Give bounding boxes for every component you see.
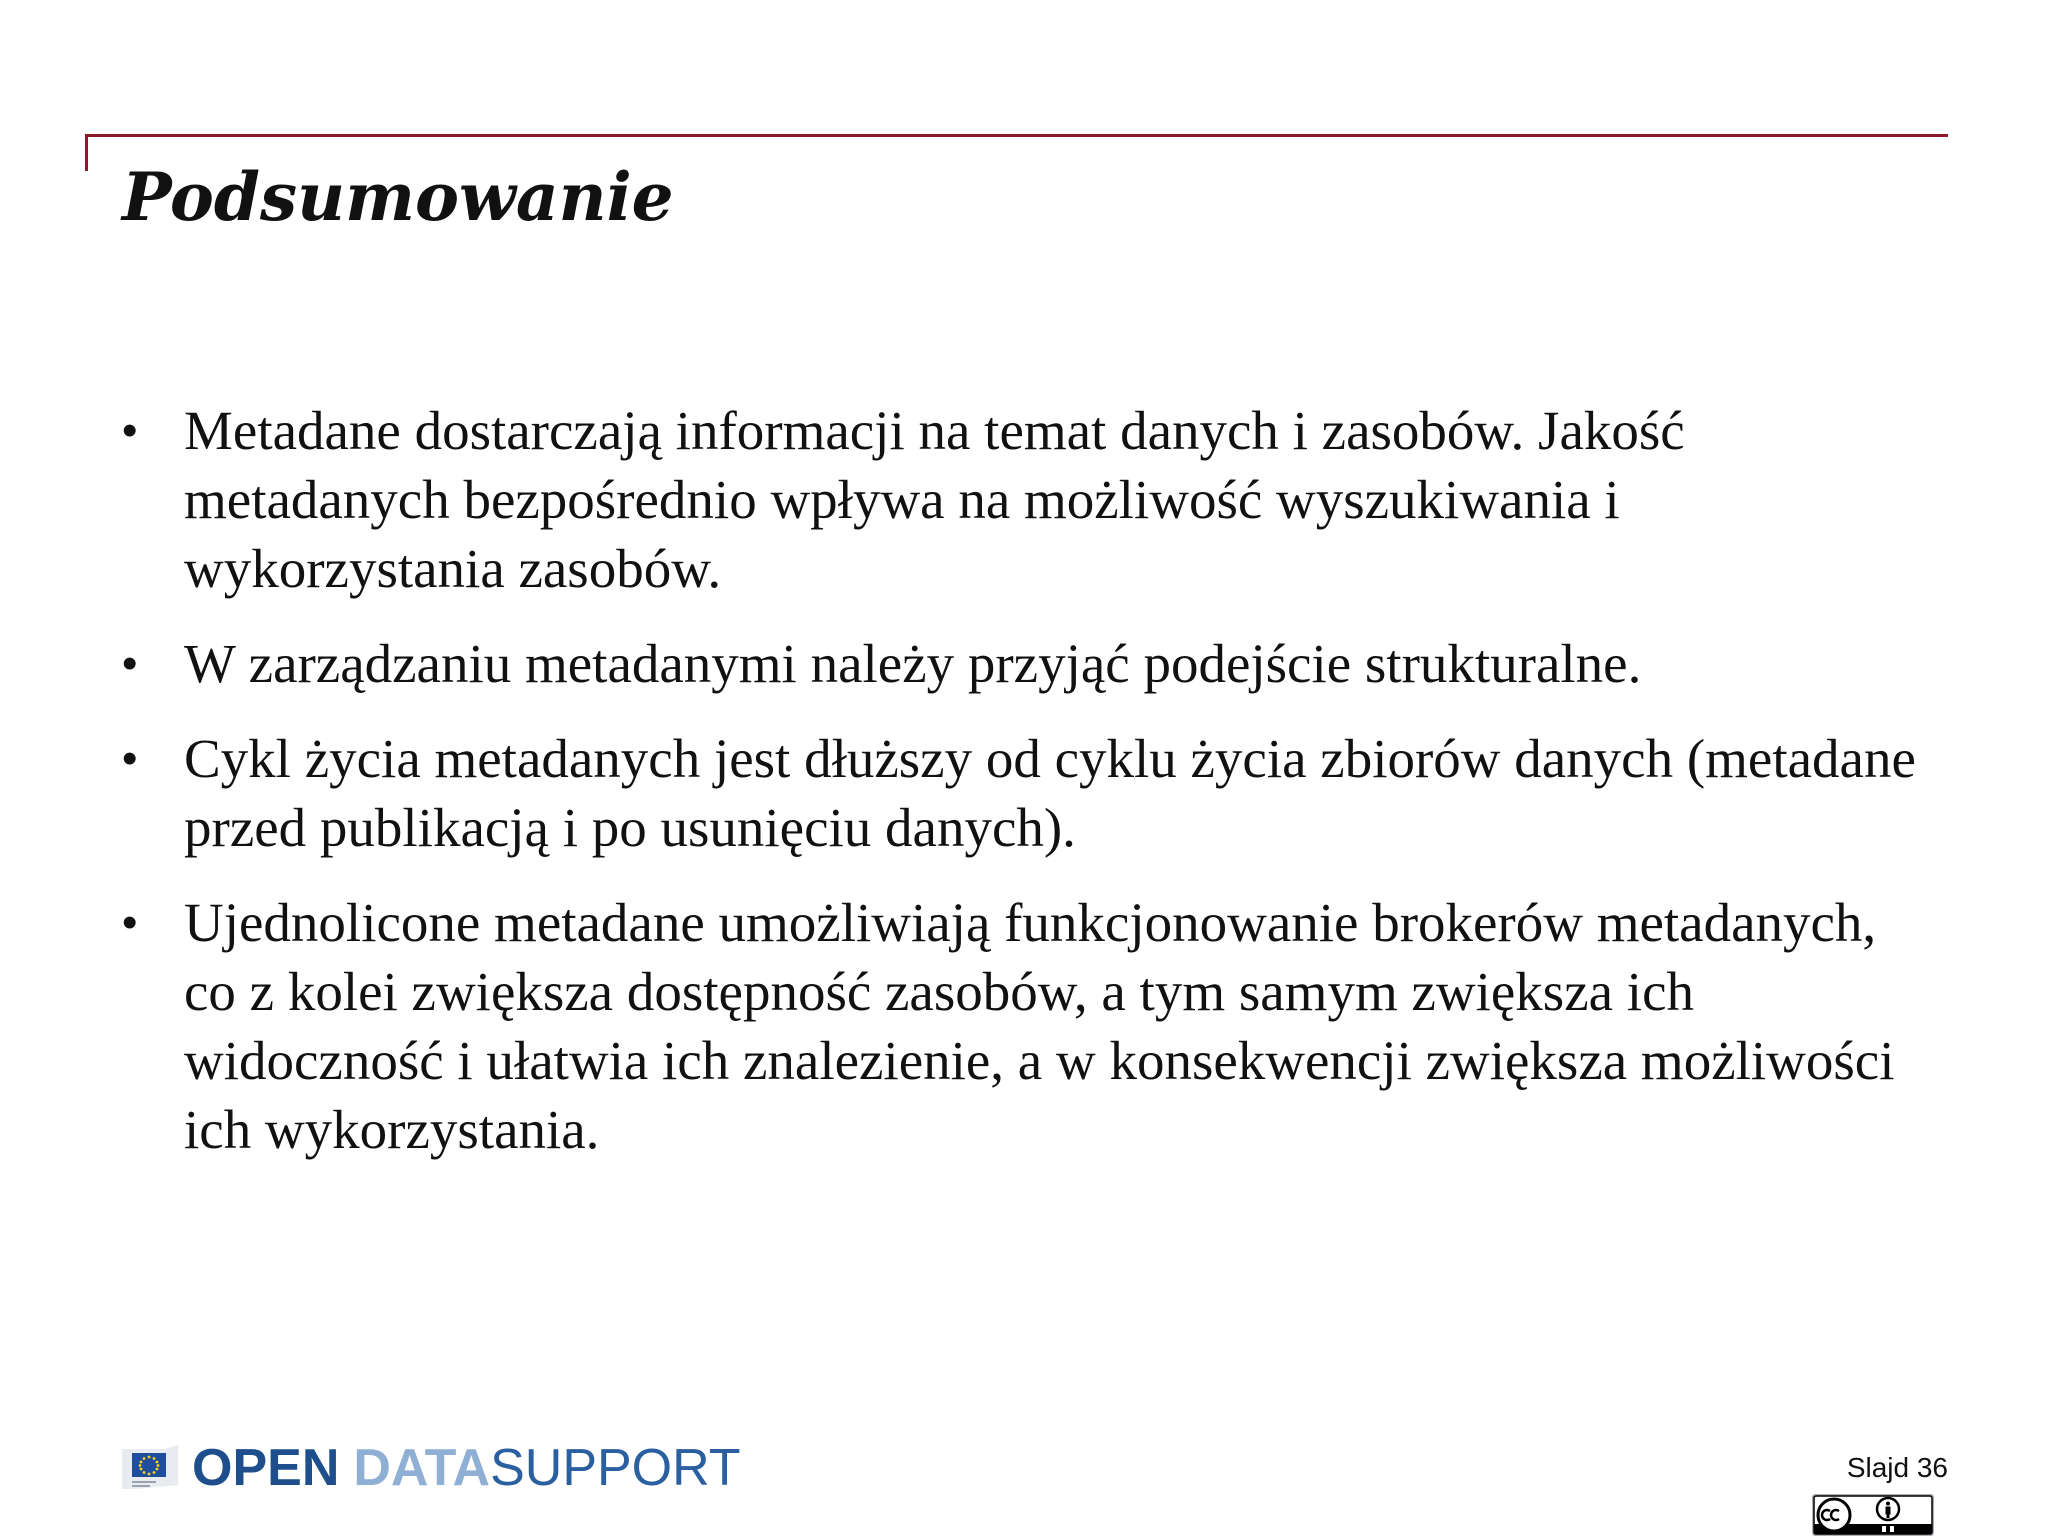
open-data-support-logo bbox=[122, 1436, 741, 1500]
bullet-text: Ujednolicone metadane umożliwiają funkcjonowanie brokerów metadanych, co z kolei zwiększa dostępność zasobów, a tym samym zwiększa ich widoczność i ułatwia ich znalezienie, a w konsekwencji zwiększa możliwości ich wykorzystania. bbox=[184, 892, 1895, 1160]
bullet-mark: • bbox=[122, 898, 138, 947]
bullet-text: W zarządzaniu metadanymi należy przyjąć podejście strukturalne. bbox=[184, 633, 1642, 694]
bullet-item bbox=[122, 724, 1922, 862]
bullet-item bbox=[122, 629, 1922, 698]
slide-title: Podsumowanie bbox=[122, 158, 674, 236]
brand-support: SUPPORT bbox=[490, 1439, 741, 1497]
bullet-item bbox=[122, 888, 1922, 1164]
eu-flag-icon bbox=[122, 1445, 178, 1491]
bullet-mark: • bbox=[122, 734, 138, 783]
title-rule bbox=[85, 134, 1948, 137]
slide-number: Slajd 36 bbox=[1846, 1452, 1948, 1483]
bullet-text: Cykl życia metadanych jest dłuższy od cyklu życia zbiorów danych (metadane przed publikacją i po usunięciu danych). bbox=[184, 728, 1916, 858]
brand-data: DATA bbox=[353, 1439, 491, 1497]
title-rule-tick bbox=[85, 134, 88, 171]
cc-by-icon bbox=[1812, 1494, 1934, 1536]
bullet-mark: • bbox=[122, 406, 138, 455]
bullet-mark: • bbox=[122, 639, 138, 688]
brand-open: OPEN bbox=[192, 1439, 340, 1497]
bullet-list bbox=[122, 396, 1922, 1190]
bullet-text: Metadane dostarczają informacji na temat danych i zasobów. Jakość metadanych bezpośrednio wpływa na możliwość wyszukiwania i wykorzystania zasobów. bbox=[184, 400, 1685, 599]
bullet-item bbox=[122, 396, 1922, 603]
